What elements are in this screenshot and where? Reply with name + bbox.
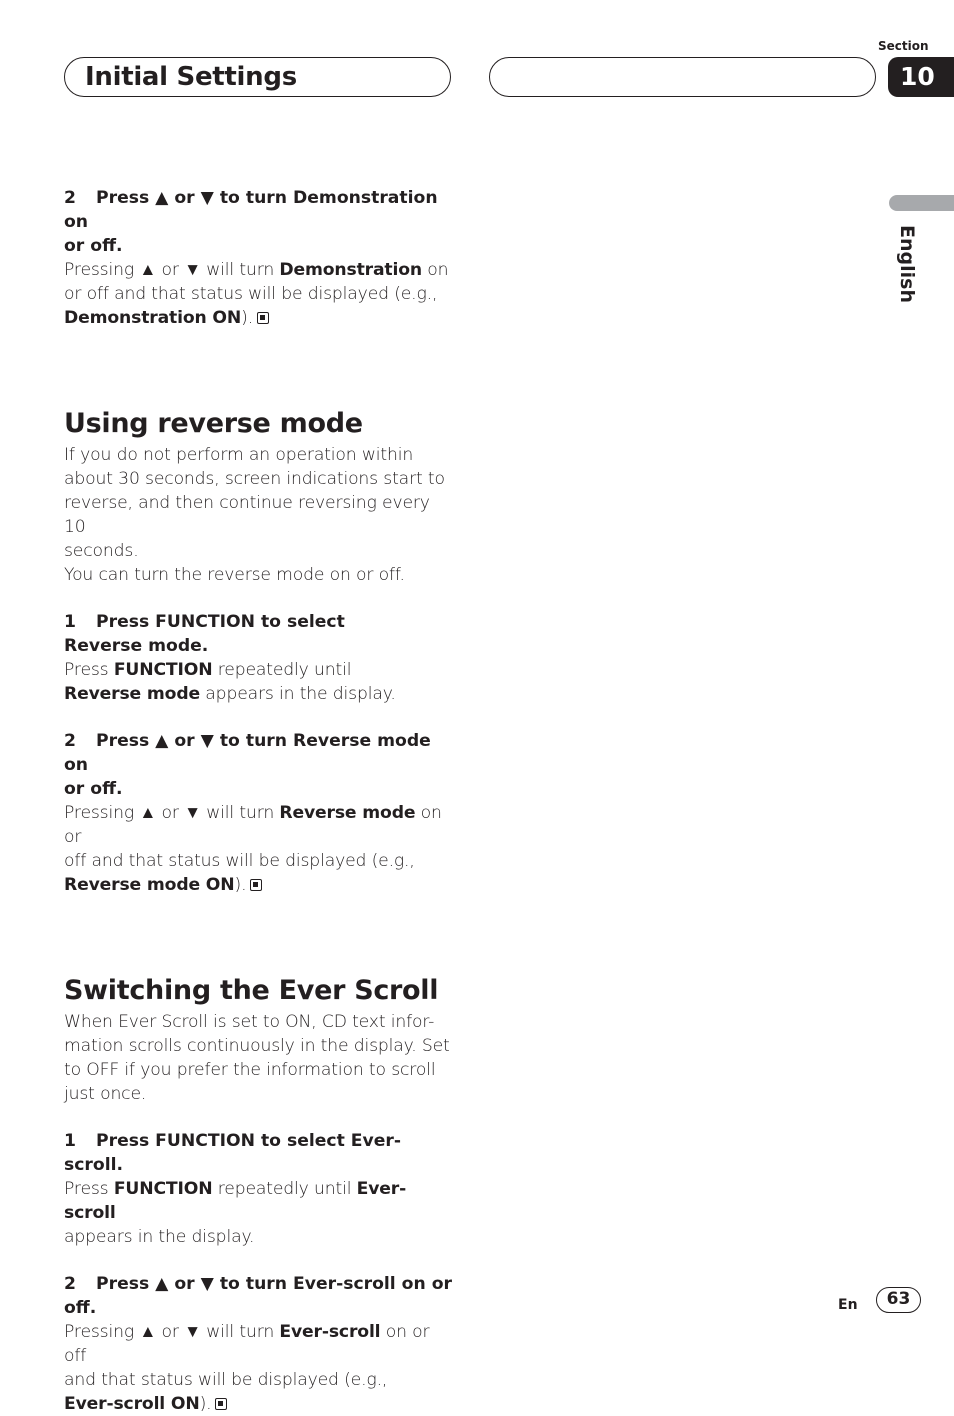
- reverse-intro-line: If you do not perform an operation within: [64, 445, 414, 465]
- section-heading-reverse: Using reverse mode: [64, 408, 363, 439]
- section-label: Section: [878, 39, 929, 53]
- section-heading-ever-scroll: Switching the Ever Scroll: [64, 975, 439, 1006]
- demo-step-2-body-2: or off and that status will be displayed (e.g.,: [64, 284, 438, 304]
- ever-scroll-intro-line: mation scrolls continuously in the display. Set: [64, 1036, 450, 1056]
- ever-scroll-step-2-body-2: and that status will be displayed (e.g.,: [64, 1370, 388, 1390]
- ever-scroll-step-2-body-3: Ever-scroll ON).: [64, 1392, 456, 1416]
- ever-scroll-intro: [64, 1010, 456, 1106]
- reverse-step-2-title-cont: or off.: [64, 779, 123, 799]
- ever-scroll-step-2-body: Pressing ▲ or ▼ will turn Ever-scroll on or off: [64, 1322, 430, 1366]
- ever-scroll-step-2-title-cont: off.: [64, 1298, 97, 1318]
- reverse-intro-line: seconds.: [64, 541, 139, 561]
- language-tab: [889, 195, 954, 211]
- reverse-intro-line: You can turn the reverse mode on or off.: [64, 565, 405, 585]
- reverse-step-2-title: 2 Press ▲ or ▼ to turn Reverse mode on: [64, 731, 431, 775]
- reverse-step-2-body-2: off and that status will be displayed (e.g.,: [64, 851, 415, 871]
- page-title: Initial Settings: [85, 62, 297, 92]
- header-blank-box: [489, 57, 876, 97]
- ever-scroll-step-2-title: 2 Press ▲ or ▼ to turn Ever-scroll on or: [64, 1274, 452, 1294]
- demo-step-2-body-3: Demonstration ON).: [64, 306, 456, 330]
- ever-scroll-intro-line: to OFF if you prefer the information to scroll: [64, 1060, 436, 1080]
- header-title-box: [64, 57, 451, 97]
- reverse-step-2-body: Pressing ▲ or ▼ will turn Reverse mode on or: [64, 803, 442, 847]
- reverse-step-1-body: Press FUNCTION repeatedly until: [64, 660, 352, 680]
- reverse-step-1-title: 1 Press FUNCTION to select: [64, 612, 345, 632]
- reverse-step-2-body-3: Reverse mode ON).: [64, 873, 456, 897]
- reverse-step-1-body-2: Reverse mode appears in the display.: [64, 684, 396, 704]
- ever-scroll-step-1-body: Press FUNCTION repeatedly until Ever-scroll: [64, 1179, 407, 1223]
- reverse-intro: [64, 443, 456, 587]
- stop-icon: [257, 312, 269, 324]
- page-number: 63: [876, 1287, 921, 1313]
- language-text: English: [896, 225, 918, 303]
- stop-icon: [250, 879, 262, 891]
- demo-step-2-body: Pressing ▲ or ▼ will turn Demonstration on: [64, 260, 449, 280]
- reverse-intro-line: about 30 seconds, screen indications start to: [64, 469, 445, 489]
- language-label: [884, 225, 940, 305]
- reverse-intro-line: reverse, and then continue reversing every 10: [64, 493, 430, 537]
- ever-scroll-intro-line: When Ever Scroll is set to ON, CD text infor-: [64, 1012, 435, 1032]
- demo-step-2-title-cont: or off.: [64, 236, 123, 256]
- ever-scroll-intro-line: just once.: [64, 1084, 147, 1104]
- reverse-step-1-title-cont: Reverse mode.: [64, 636, 209, 656]
- main-content: [64, 186, 456, 1416]
- footer-language-code: En: [838, 1297, 858, 1313]
- section-number-badge: 10: [888, 57, 954, 97]
- demo-step-2-title: 2 Press ▲ or ▼ to turn Demonstration on: [64, 188, 438, 232]
- ever-scroll-step-1-title: 1 Press FUNCTION to select Ever-scroll.: [64, 1131, 402, 1175]
- ever-scroll-step-1-body-2: appears in the display.: [64, 1227, 255, 1247]
- stop-icon: [215, 1398, 227, 1410]
